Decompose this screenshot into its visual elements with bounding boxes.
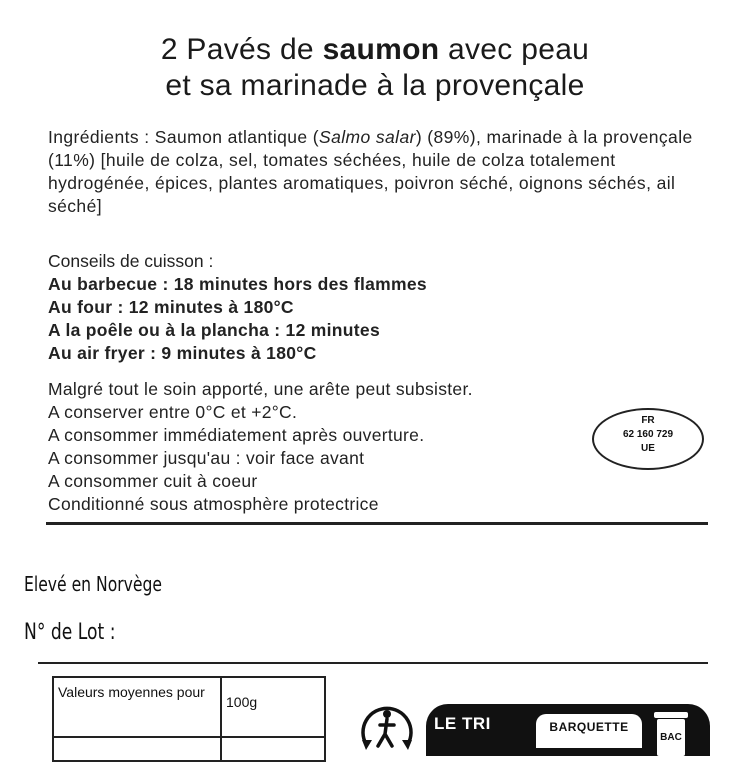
cooking-item: Au air fryer : 9 minutes à 180°C bbox=[48, 343, 317, 363]
nutrition-header-label: Valeurs moyennes pour bbox=[53, 677, 221, 737]
le-tri-label: LE TRI bbox=[434, 714, 491, 733]
note-line: A consommer jusqu'au : voir face avant bbox=[48, 448, 365, 468]
ingredients-text: Ingrédients : Saumon atlantique (Salmo salar) (89%), marinade à la provençale (11%) [huile de colza, sel, tomates séchées, huile de colza totalement hydrogénée, épices, plantes aromatiques, poivron séché, oignons séchés, ail séché] bbox=[48, 127, 693, 216]
cooking-item: Au four : 12 minutes à 180°C bbox=[48, 297, 294, 317]
recycling-bin-icon bbox=[650, 708, 692, 756]
health-mark-region: UE bbox=[641, 443, 655, 454]
triman-icon bbox=[356, 700, 418, 756]
product-title bbox=[0, 32, 750, 104]
health-mark-number: 62 160 729 bbox=[622, 429, 674, 440]
note-line: A conserver entre 0°C et +2°C. bbox=[48, 402, 298, 422]
barquette-label: BARQUETTE bbox=[536, 714, 642, 748]
title-bold-word: saumon bbox=[322, 33, 440, 66]
table-row bbox=[53, 737, 325, 761]
title-line-2: et sa marinade à la provençale bbox=[165, 69, 585, 102]
note-line: A consommer immédiatement après ouverture. bbox=[48, 425, 425, 445]
nutrition-table bbox=[52, 676, 326, 762]
table-row bbox=[53, 677, 325, 737]
lot-number-label: N° de Lot : bbox=[24, 620, 116, 645]
note-line: Malgré tout le soin apporté, une arête peut subsister. bbox=[48, 379, 473, 399]
health-mark-country: FR bbox=[641, 415, 655, 426]
origin-text: Elevé en Norvège bbox=[24, 572, 162, 596]
bin-label: BAC bbox=[660, 732, 682, 743]
divider-top bbox=[46, 522, 708, 525]
cooking-item: Au barbecue : 18 minutes hors des flammes bbox=[48, 274, 427, 294]
latin-name: Salmo salar bbox=[319, 127, 416, 147]
cooking-item: A la poêle ou à la plancha : 12 minutes bbox=[48, 320, 380, 340]
title-line-1: 2 Pavés de saumon avec peau bbox=[160, 33, 590, 66]
cooking-header: Conseils de cuisson : bbox=[48, 251, 214, 271]
divider-bottom bbox=[38, 662, 708, 664]
table-cell bbox=[221, 737, 325, 761]
note-line: A consommer cuit à coeur bbox=[48, 471, 258, 491]
note-line: Conditionné sous atmosphère protectrice bbox=[48, 494, 379, 514]
storage-notes bbox=[48, 378, 608, 516]
recycling-info bbox=[426, 704, 710, 756]
health-mark-stamp bbox=[592, 408, 704, 470]
nutrition-header-unit: 100g bbox=[221, 677, 325, 737]
cooking-advice bbox=[48, 250, 718, 365]
table-cell bbox=[53, 737, 221, 761]
